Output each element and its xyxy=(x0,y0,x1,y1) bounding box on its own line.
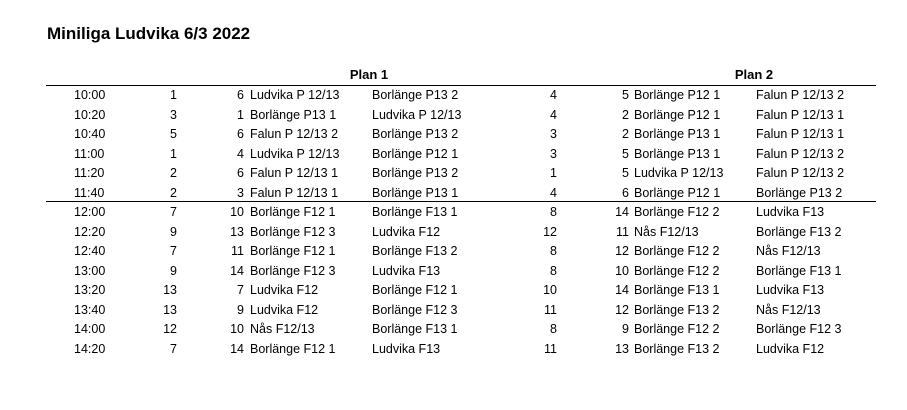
plan1-index-cell: 3 xyxy=(237,185,244,200)
time-cell: 10:20 xyxy=(74,107,106,122)
plan2-home-team-cell: Borlänge F12 2 xyxy=(634,205,720,219)
plan1-index-cell: 10 xyxy=(230,205,244,219)
table-row xyxy=(0,281,907,300)
plan2-away-team-cell: Falun P 12/13 2 xyxy=(756,88,845,102)
time-cell: 11:00 xyxy=(74,146,105,161)
plan2-away-team-cell: Borlänge P13 2 xyxy=(756,185,843,200)
plan2-home-team-cell: Borlänge F12 2 xyxy=(634,322,720,336)
time-cell: 11:40 xyxy=(74,185,105,200)
table-row xyxy=(0,320,907,339)
plan1-number-cell: 9 xyxy=(170,224,177,239)
table-row xyxy=(0,340,907,359)
table-row xyxy=(0,262,907,281)
plan2-index-cell: 13 xyxy=(615,341,629,356)
plan1-number-cell: 9 xyxy=(170,263,177,278)
time-cell: 12:20 xyxy=(74,224,106,239)
table-row xyxy=(0,125,907,144)
plan1-home-team-cell: Borlänge F12 1 xyxy=(250,341,336,356)
plan2-number-cell: 10 xyxy=(543,283,557,297)
plan1-away-team-cell: Borlänge F12 1 xyxy=(372,283,458,297)
plan2-home-team-cell: Borlänge F13 2 xyxy=(634,341,720,356)
plan2-home-team-cell: Borlänge F13 2 xyxy=(634,302,720,317)
plan1-number-cell: 2 xyxy=(170,166,177,180)
plan1-number-cell: 7 xyxy=(170,205,177,219)
time-cell: 11:20 xyxy=(74,166,105,180)
plan2-home-team-cell: Borlänge P12 1 xyxy=(634,107,721,122)
plan1-home-team-cell: Ludvika P 12/13 xyxy=(250,88,340,102)
table-row xyxy=(0,184,907,203)
plan2-home-team-cell: Nås F12/13 xyxy=(634,224,699,239)
plan-1-heading: Plan 1 xyxy=(349,67,389,82)
plan1-number-cell: 2 xyxy=(170,185,177,200)
plan1-number-cell: 1 xyxy=(170,146,177,161)
time-cell: 10:00 xyxy=(74,88,106,102)
time-cell: 13:40 xyxy=(74,302,106,317)
plan1-away-team-cell: Borlänge F13 2 xyxy=(372,244,458,258)
time-cell: 14:00 xyxy=(74,322,106,336)
plan2-away-team-cell: Falun P 12/13 1 xyxy=(756,127,845,141)
table-row xyxy=(0,301,907,320)
plan2-index-cell: 14 xyxy=(615,205,629,219)
plan2-index-cell: 12 xyxy=(615,244,629,258)
plan2-number-cell: 11 xyxy=(544,341,557,356)
plan2-away-team-cell: Ludvika F13 xyxy=(756,205,825,219)
plan1-away-team-cell: Borlänge P13 2 xyxy=(372,88,459,102)
plan2-away-team-cell: Nås F12/13 xyxy=(756,302,821,317)
plan2-away-team-cell: Falun P 12/13 1 xyxy=(756,107,845,122)
plan1-away-team-cell: Borlänge F12 3 xyxy=(372,302,458,317)
page-title: Miniliga Ludvika 6/3 2022 xyxy=(47,24,251,43)
plan2-index-cell: 11 xyxy=(616,224,629,239)
plan2-home-team-cell: Borlänge F12 2 xyxy=(634,244,720,258)
plan1-index-cell: 1 xyxy=(237,107,244,122)
plan2-index-cell: 12 xyxy=(615,302,629,317)
plan2-index-cell: 2 xyxy=(622,107,629,122)
plan1-home-team-cell: Borlänge F12 3 xyxy=(250,263,336,278)
table-row xyxy=(0,145,907,164)
plan1-index-cell: 7 xyxy=(237,283,244,297)
time-cell: 12:40 xyxy=(74,244,106,258)
plan1-away-team-cell: Ludvika F13 xyxy=(372,263,441,278)
plan1-index-cell: 6 xyxy=(237,88,244,102)
plan2-away-team-cell: Falun P 12/13 2 xyxy=(756,166,845,180)
plan2-number-cell: 4 xyxy=(550,88,557,102)
plan2-home-team-cell: Borlänge P12 1 xyxy=(634,185,721,200)
plan2-number-cell: 8 xyxy=(550,205,557,219)
plan2-index-cell: 10 xyxy=(615,263,629,278)
time-cell: 10:40 xyxy=(74,127,106,141)
plan1-away-team-cell: Borlänge F13 1 xyxy=(372,205,458,219)
plan2-number-cell: 3 xyxy=(550,146,557,161)
plan1-away-team-cell: Ludvika F12 xyxy=(372,224,441,239)
time-cell: 14:20 xyxy=(74,341,106,356)
plan2-index-cell: 14 xyxy=(615,283,629,297)
plan1-home-team-cell: Nås F12/13 xyxy=(250,322,315,336)
plan2-index-cell: 5 xyxy=(622,88,629,102)
plan2-home-team-cell: Borlänge P13 1 xyxy=(634,146,721,161)
plan1-away-team-cell: Ludvika P 12/13 xyxy=(372,107,462,122)
plan1-home-team-cell: Borlänge F12 1 xyxy=(250,244,336,258)
plan1-away-team-cell: Borlänge P13 2 xyxy=(372,166,459,180)
plan1-index-cell: 6 xyxy=(237,127,244,141)
time-cell: 13:20 xyxy=(74,283,106,297)
plan1-index-cell: 13 xyxy=(230,224,244,239)
plan2-number-cell: 3 xyxy=(550,127,557,141)
plan2-number-cell: 8 xyxy=(550,322,557,336)
plan1-home-team-cell: Ludvika F12 xyxy=(250,283,319,297)
plan2-home-team-cell: Ludvika P 12/13 xyxy=(634,166,724,180)
table-row xyxy=(0,164,907,183)
plan1-away-team-cell: Borlänge P13 1 xyxy=(372,185,459,200)
plan2-home-team-cell: Borlänge F12 2 xyxy=(634,263,720,278)
plan1-index-cell: 9 xyxy=(237,302,244,317)
plan1-home-team-cell: Falun P 12/13 1 xyxy=(250,185,339,200)
plan2-number-cell: 12 xyxy=(543,224,557,239)
plan2-index-cell: 2 xyxy=(622,127,629,141)
plan1-home-team-cell: Borlänge F12 3 xyxy=(250,224,336,239)
time-cell: 12:00 xyxy=(74,205,106,219)
plan2-index-cell: 5 xyxy=(622,146,629,161)
plan1-away-team-cell: Borlänge F13 1 xyxy=(372,322,458,336)
plan2-away-team-cell: Borlänge F12 3 xyxy=(756,322,842,336)
plan2-home-team-cell: Borlänge P13 1 xyxy=(634,127,721,141)
time-cell: 13:00 xyxy=(74,263,106,278)
plan1-index-cell: 14 xyxy=(230,263,244,278)
plan2-home-team-cell: Borlänge P12 1 xyxy=(634,88,721,102)
plan1-number-cell: 3 xyxy=(170,107,177,122)
plan1-number-cell: 1 xyxy=(170,88,177,102)
plan2-away-team-cell: Ludvika F13 xyxy=(756,283,825,297)
plan2-away-team-cell: Borlänge F13 2 xyxy=(756,224,842,239)
plan1-home-team-cell: Ludvika P 12/13 xyxy=(250,146,340,161)
plan2-away-team-cell: Falun P 12/13 2 xyxy=(756,146,845,161)
plan1-number-cell: 7 xyxy=(170,244,177,258)
plan2-away-team-cell: Ludvika F12 xyxy=(756,341,825,356)
plan1-away-team-cell: Borlänge P13 2 xyxy=(372,127,459,141)
plan2-index-cell: 5 xyxy=(622,166,629,180)
plan2-number-cell: 1 xyxy=(550,166,557,180)
plan2-number-cell: 8 xyxy=(550,263,557,278)
table-row xyxy=(0,223,907,242)
plan2-away-team-cell: Borlänge F13 1 xyxy=(756,263,842,278)
plan2-away-team-cell: Nås F12/13 xyxy=(756,244,821,258)
plan2-number-cell: 4 xyxy=(550,185,557,200)
plan2-number-cell: 11 xyxy=(544,302,557,317)
plan1-home-team-cell: Falun P 12/13 1 xyxy=(250,166,339,180)
table-row xyxy=(0,203,907,222)
plan2-number-cell: 8 xyxy=(550,244,557,258)
plan1-index-cell: 6 xyxy=(237,166,244,180)
plan1-index-cell: 11 xyxy=(231,244,244,258)
plan-2-heading: Plan 2 xyxy=(734,67,774,82)
table-row xyxy=(0,86,907,105)
plan1-home-team-cell: Ludvika F12 xyxy=(250,302,319,317)
plan1-index-cell: 14 xyxy=(230,341,244,356)
plan1-number-cell: 7 xyxy=(170,341,177,356)
plan1-away-team-cell: Ludvika F13 xyxy=(372,341,441,356)
plan1-number-cell: 5 xyxy=(170,127,177,141)
plan1-number-cell: 13 xyxy=(163,283,177,297)
plan2-home-team-cell: Borlänge F13 1 xyxy=(634,283,720,297)
plan1-home-team-cell: Borlänge P13 1 xyxy=(250,107,337,122)
table-row xyxy=(0,106,907,125)
table-row xyxy=(0,242,907,261)
plan2-index-cell: 6 xyxy=(622,185,629,200)
plan1-number-cell: 13 xyxy=(163,302,177,317)
plan1-index-cell: 4 xyxy=(237,146,244,161)
plan2-number-cell: 4 xyxy=(550,107,557,122)
plan2-index-cell: 9 xyxy=(622,322,629,336)
plan1-home-team-cell: Falun P 12/13 2 xyxy=(250,127,339,141)
plan1-number-cell: 12 xyxy=(163,322,177,336)
plan1-home-team-cell: Borlänge F12 1 xyxy=(250,205,336,219)
plan1-index-cell: 10 xyxy=(230,322,244,336)
plan1-away-team-cell: Borlänge P12 1 xyxy=(372,146,459,161)
